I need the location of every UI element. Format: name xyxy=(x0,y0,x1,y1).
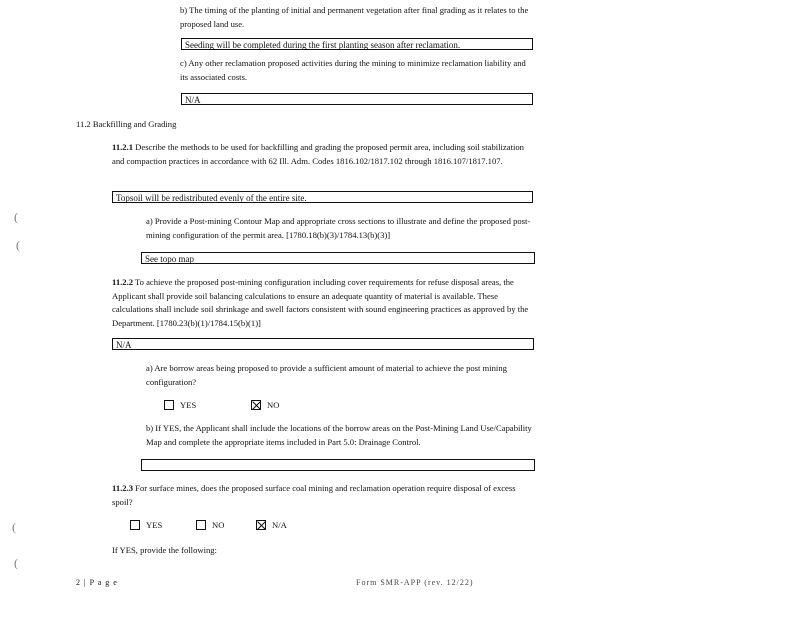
section-c-other-text: c) Any other reclamation proposed activities during the mining to minimize reclamation liability and its associated costs. xyxy=(180,58,526,82)
question-b-if-yes: b) If YES, the Applicant shall include the locations of the borrow areas on the Post-Mining Land Use/Capability Map and complete the appropriate items included in Part 5.0: Drainage Control. xyxy=(146,423,532,447)
borrow-no-label: NO xyxy=(267,400,280,410)
question-11-2-3-number: 11.2.3 xyxy=(112,483,134,493)
question-11-2-1 xyxy=(112,141,532,168)
question-a-contour-map: a) Provide a Post-mining Contour Map and appropriate cross sections to illustrate and define the proposed post-mining configuration of the permit area. [1780.18(b)(3)/1784.13(b)(3)] xyxy=(146,216,531,240)
scan-hole-mark: ( xyxy=(14,210,18,224)
seeding-field[interactable] xyxy=(181,38,533,50)
borrow-no-checkbox[interactable] xyxy=(251,400,261,410)
soil-balancing-field[interactable] xyxy=(112,338,534,350)
contour-map-field[interactable] xyxy=(141,252,535,264)
section-b-timing-text: b) The timing of the planting of initial and permanent vegetation after final grading as it relates to the proposed land use. xyxy=(180,5,529,29)
scan-hole-mark: ( xyxy=(16,238,20,252)
borrow-yes-label: YES xyxy=(180,400,197,410)
contour-map-field-value: See topo map xyxy=(145,254,194,264)
footer-page-number: 2 | P a g e xyxy=(76,578,118,587)
question-a-borrow-areas: a) Are borrow areas being proposed to provide a sufficient amount of material to achieve the post mining configuration? xyxy=(146,363,507,387)
question-11-2-2-text: To achieve the proposed post-mining configuration including cover requirements for refuse disposal areas, the Applicant shall provide soil balancing calculations to ensure an adequate quantity of material is available. These calculations shall include soil shrinkage and swell factors consistent with sound engineering practices as approved by the Department. [1780.23(b)(1)/1784.15(b)(1)] xyxy=(112,277,529,328)
question-11-2-1-text: Describe the methods to be used for backfilling and grading the proposed permit area, including soil stabilization and compaction practices in accordance with 62 Ill. Adm. Codes 1816.102/1817.102 through 1816.107/1817.107. xyxy=(112,142,524,166)
spoil-yes-checkbox[interactable] xyxy=(130,520,140,530)
spoil-no-checkbox[interactable] xyxy=(196,520,206,530)
soil-balancing-field-value: N/A xyxy=(116,340,132,350)
spoil-na-checkbox[interactable] xyxy=(256,520,266,530)
scan-hole-mark: ( xyxy=(14,556,18,570)
spoil-na-label: N/A xyxy=(272,520,287,530)
section-heading-11-2: 11.2 Backfilling and Grading xyxy=(76,119,177,129)
spoil-yes-label: YES xyxy=(146,520,163,530)
question-11-2-2 xyxy=(112,276,532,330)
borrow-yes-checkbox[interactable] xyxy=(164,400,174,410)
spoil-no-label: NO xyxy=(212,520,225,530)
seeding-field-value: Seeding will be completed during the first planting season after reclamation. xyxy=(185,40,461,50)
footer-form-id: Form SMR-APP (rev. 12/22) xyxy=(356,578,474,587)
if-yes-instruction: If YES, provide the following: xyxy=(112,545,217,555)
backfill-methods-field[interactable] xyxy=(112,191,533,203)
question-11-2-2-number: 11.2.2 xyxy=(112,277,134,287)
scan-hole-mark: ( xyxy=(12,520,16,534)
backfill-methods-field-value: Topsoil will be redistributed evenly of the entire site. xyxy=(116,193,307,203)
question-11-2-3-text: For surface mines, does the proposed surface coal mining and reclamation operation require disposal of excess spoil? xyxy=(112,483,516,507)
borrow-locations-field[interactable] xyxy=(141,459,535,471)
other-activities-field[interactable] xyxy=(181,93,533,105)
question-11-2-1-number: 11.2.1 xyxy=(112,142,134,152)
question-11-2-3 xyxy=(112,482,532,509)
other-activities-field-value: N/A xyxy=(185,95,201,105)
